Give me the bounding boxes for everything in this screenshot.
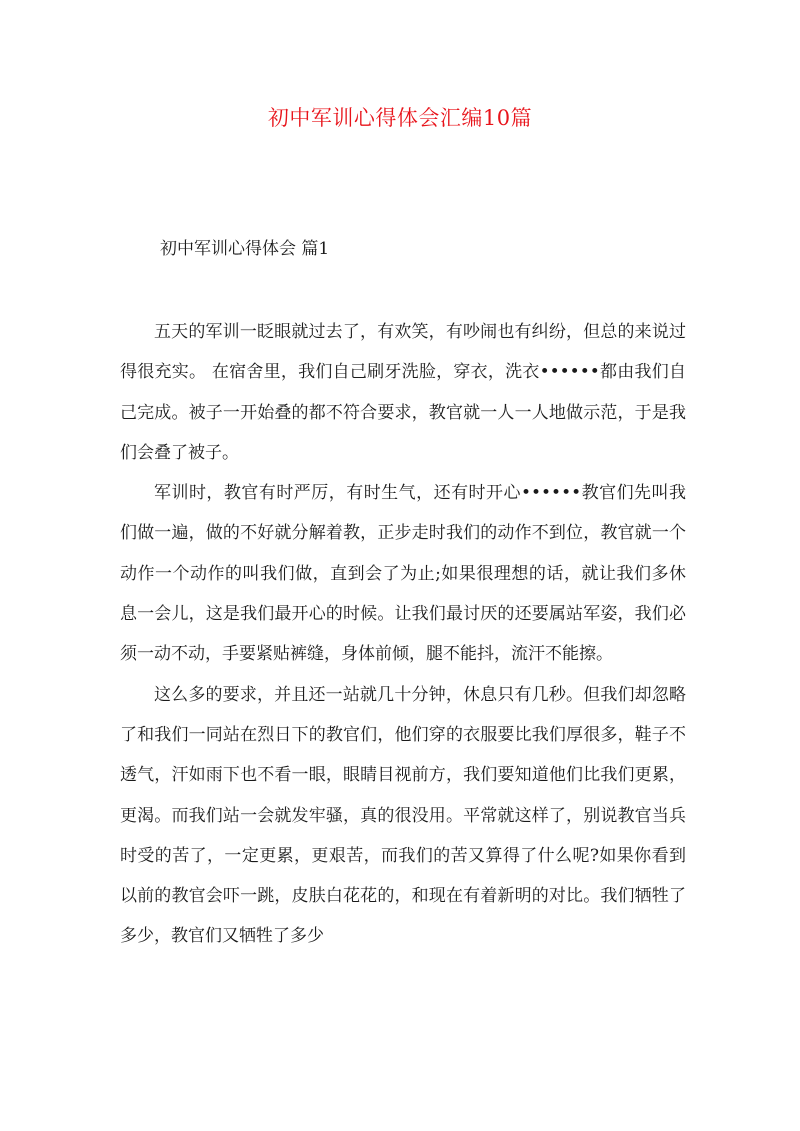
document-title: 初中军训心得体会汇编10篇 <box>267 106 533 130</box>
paragraph-3: 这么多的要求，并且还一站就几十分钟，休息只有几秒。但我们却忽略了和我们一同站在烈日下的教官们，他们穿的衣服要比我们厚很多，鞋子不透气，汗如雨下也不看一眼，眼睛目视前方，我们要知道他们比我们更累，更渴。而我们站一会就发牢骚，真的很没用。平常就这样了，别说教官当兵时受的苦了，一定更累，更艰苦，而我们的苦又算得了什么呢?如果你看到以前的教官会吓一跳，皮肤白花花的，和现在有着新明的对比。我们牺牲了多少，教官们又牺牲了多少 <box>120 684 686 947</box>
paragraph-2: 军训时，教官有时严厉，有时生气，还有时开心••••••教官们先叫我们做一遍，做的不好就分解着教，正步走时我们的动作不到位，教官就一个动作一个动作的叫我们做，直到会了为止;如果很理想的话，就让我们多休息一会儿，这是我们最开心的时候。让我们最讨厌的还要属站军姿，我们必须一动不动，手要紧贴裤缝，身体前倾，腿不能抖，流汗不能擦。 <box>120 483 686 665</box>
article-body <box>120 312 686 957</box>
section-heading: 初中军训心得体会 篇1 <box>160 239 330 259</box>
paragraph-1: 五天的军训一眨眼就过去了，有欢笑，有吵闹也有纠纷，但总的来说过得很充实。 在宿舍里，我们自己刷牙洗脸，穿衣，洗衣••••••都由我们自己完成。被子一开始叠的都不符合要求，教官就一人一人地做示范，于是我们会叠了被子。 <box>120 322 686 463</box>
